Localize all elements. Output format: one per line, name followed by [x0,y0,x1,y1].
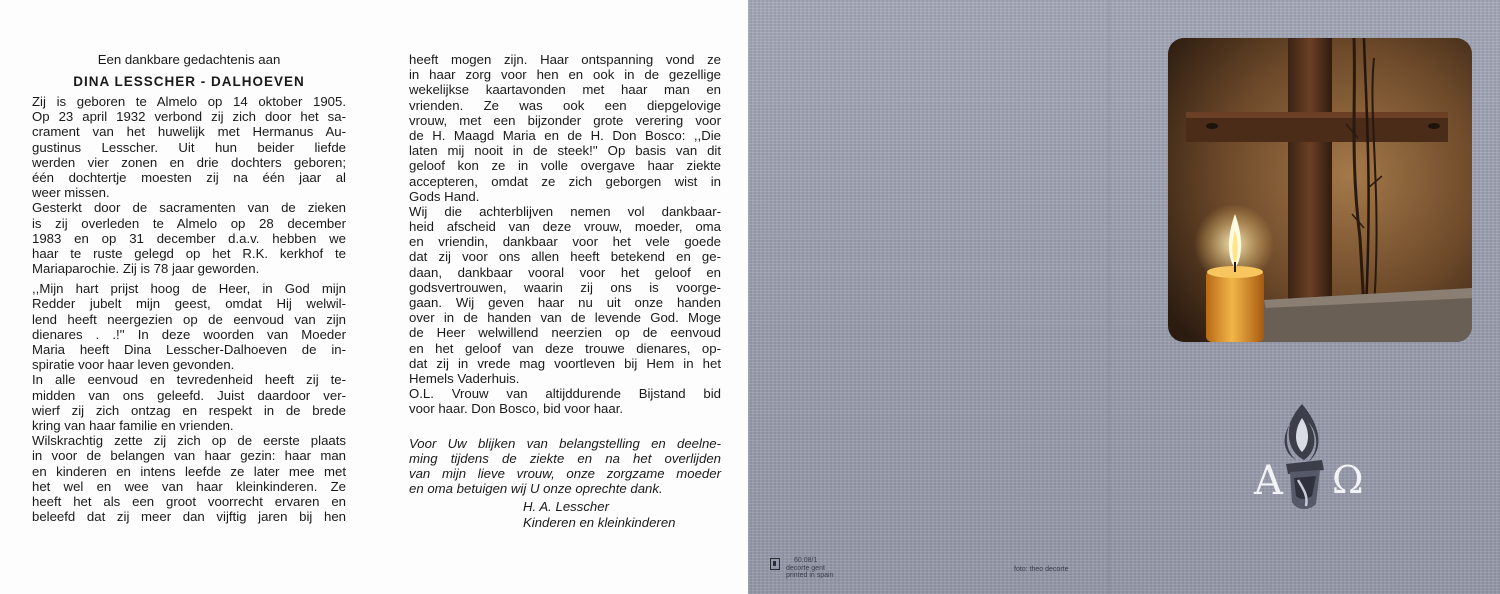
text-line: heeft het als een groot voorrecht ervaren en [32,493,346,509]
text-line: de Heer welwillend neerzien op de eenvoud [409,325,721,341]
text-line: beleefd dat zij meer dan vijftig jaren bij hen [32,509,346,525]
biography-paragraph [32,94,346,276]
intro-text: Een dankbare gedachtenis aan [97,52,281,67]
text-line: is zij overleden te Almelo op 28 december [32,215,346,231]
life-paragraph [409,52,721,417]
text-line: Redder jubelt mijn geest, omdat Hij welwil- [32,296,346,312]
text-line: wekelijkse kaartavonden met haar man en [409,82,721,98]
text-line: 1983 en op 31 december d.a.v. hebben we [32,230,346,246]
text-line: ming tijdens de ziekte en na het overlijden [409,450,721,466]
signature-name: H. A. Lesscher [523,499,609,515]
text-line: Gods Hand. [409,188,480,204]
text-line: Mariaparochie. Zij is 78 jaar geworden. [32,261,260,277]
text-line: vrouw, met een bijzonder grote verering voor [409,112,721,128]
text-line: daan, dankbaar vooral voor het geloof en [409,264,721,280]
text-line: geloof kon ze in volle overgave haar ziekte [409,158,721,174]
text-line: de H. Maagd Maria en de H. Don Bosco: ,,Die [409,127,721,143]
text-line: spiratie voor haar leven gevonden. [32,357,235,373]
text-line: en kinderen en intens leefde ze later mee met [32,463,346,479]
text-line: In alle eenvoud en tevredenheid heeft zij te- [32,372,346,388]
printed-text: printed in spain [786,572,834,579]
text-line: Voor Uw blijken van belangstelling en deelne- [409,435,721,451]
thanks-paragraph [409,436,721,497]
print-code: 60.08/1 [794,557,818,564]
photo-image [1168,38,1472,342]
text-line: heeft mogen zijn. Haar ontspanning vond ze [409,52,721,67]
text-line: Zij is geboren te Almelo op 14 oktober 1905. [32,94,346,109]
text-line: accepteren, omdat ze zich geborgen wist in [409,173,721,189]
fold-line [1108,0,1110,594]
text-line: dienares . .!'' In deze woorden van Moeder [32,326,346,342]
photo-credit: foto: theo decorte [1014,566,1069,573]
text-line: laten mij nooit in de steek!'' Op basis van dit [409,143,721,159]
signature-family: Kinderen en kleinkinderen [523,515,676,531]
text-line: één dochtertje moesten zij na één jaar al [32,169,346,185]
card-cover [748,0,1500,594]
left-column [32,0,346,524]
inner-page [0,0,748,594]
text-line: ,,Mijn hart prijst hoog de Heer, in God mijn [32,281,346,297]
right-column [409,0,721,531]
deceased-name: DINA LESSCHER - DALHOEVEN [73,74,305,89]
text-line: weer missen. [32,185,110,201]
text-line: dat zij voor ons allen heeft betekend en ge- [409,249,721,265]
alpha-letter: A [1254,458,1283,504]
text-line: vrienden. Ze was ook een diepgelovige [409,97,721,113]
text-line: over in de handen van de levende God. Moge [409,310,721,326]
reflection-paragraph [32,281,346,524]
text-line: haar te ruste gelegd op het R.K. kerkhof te [32,245,346,261]
text-line: en vriendin, dankbaar voor het vele goede [409,234,721,250]
cross-and-candle-photo [1168,38,1472,342]
text-line: gaan. Wij geven haar nu uit onze handen [409,295,721,310]
text-line: en oma betuigen wij U onze oprechte dank. [409,481,663,497]
text-line: Wij die achterblijven nemen vol dankbaar- [409,203,721,219]
text-line: het wel en wee van haar kleinkinderen. Ze [32,478,346,494]
text-line: Maria heeft Dina Lesscher-Dalhoeven de in- [32,342,346,357]
text-line: in voor de belangen van haar gezin: haar man [32,448,346,464]
text-line: midden van ons geleefd. Juist daardoor ver- [32,387,346,403]
text-line: O.L. Vrouw van altijddurende Bijstand bid [409,386,721,402]
text-line: Gesterkt door de sacramenten van de zieken [32,200,346,216]
text-line: heid afscheid van deze vrouw, moeder, oma [409,219,721,235]
print-code-icon [770,558,780,570]
text-line: lend heeft neergezien op de eenvoud van zijn [32,311,346,327]
text-line: godsvertrouwen, waarin zij ons is voorge- [409,279,721,295]
text-line: Hemels Vaderhuis. [409,370,520,386]
publisher-text: decorte gent [786,565,825,572]
text-line: werden vier zonen en drie dochters geboren; [32,154,346,170]
text-line: voor haar. Don Bosco, bid voor haar. [409,401,624,417]
text-line: in haar zorg voor hen en ook in de gezellige [409,67,721,83]
omega-letter: Ω [1332,458,1364,502]
alpha-omega-flame-icon [1246,400,1378,526]
text-line: Op 23 april 1932 verbond zij zich door het sa- [32,109,346,125]
text-line: kring van haar familie en vrienden. [32,417,234,433]
text-line: crament van het huwelijk met Hermanus Au- [32,124,346,140]
text-line: gustinus Lesscher. Uit hun beider liefde [32,139,346,155]
text-line: van mijn lieve vrouw, onze zorgzame moeder [409,465,721,481]
text-line: Wilskrachtig zette zij zich op de eerste plaats [32,433,346,449]
text-line: en het geloof van deze trouwe dienares, op- [409,340,721,356]
text-line: dat zij in vrede mag voortleven bij Hem in het [409,355,721,371]
text-line: wierf zij zich ontzag en respekt in de brede [32,402,346,418]
